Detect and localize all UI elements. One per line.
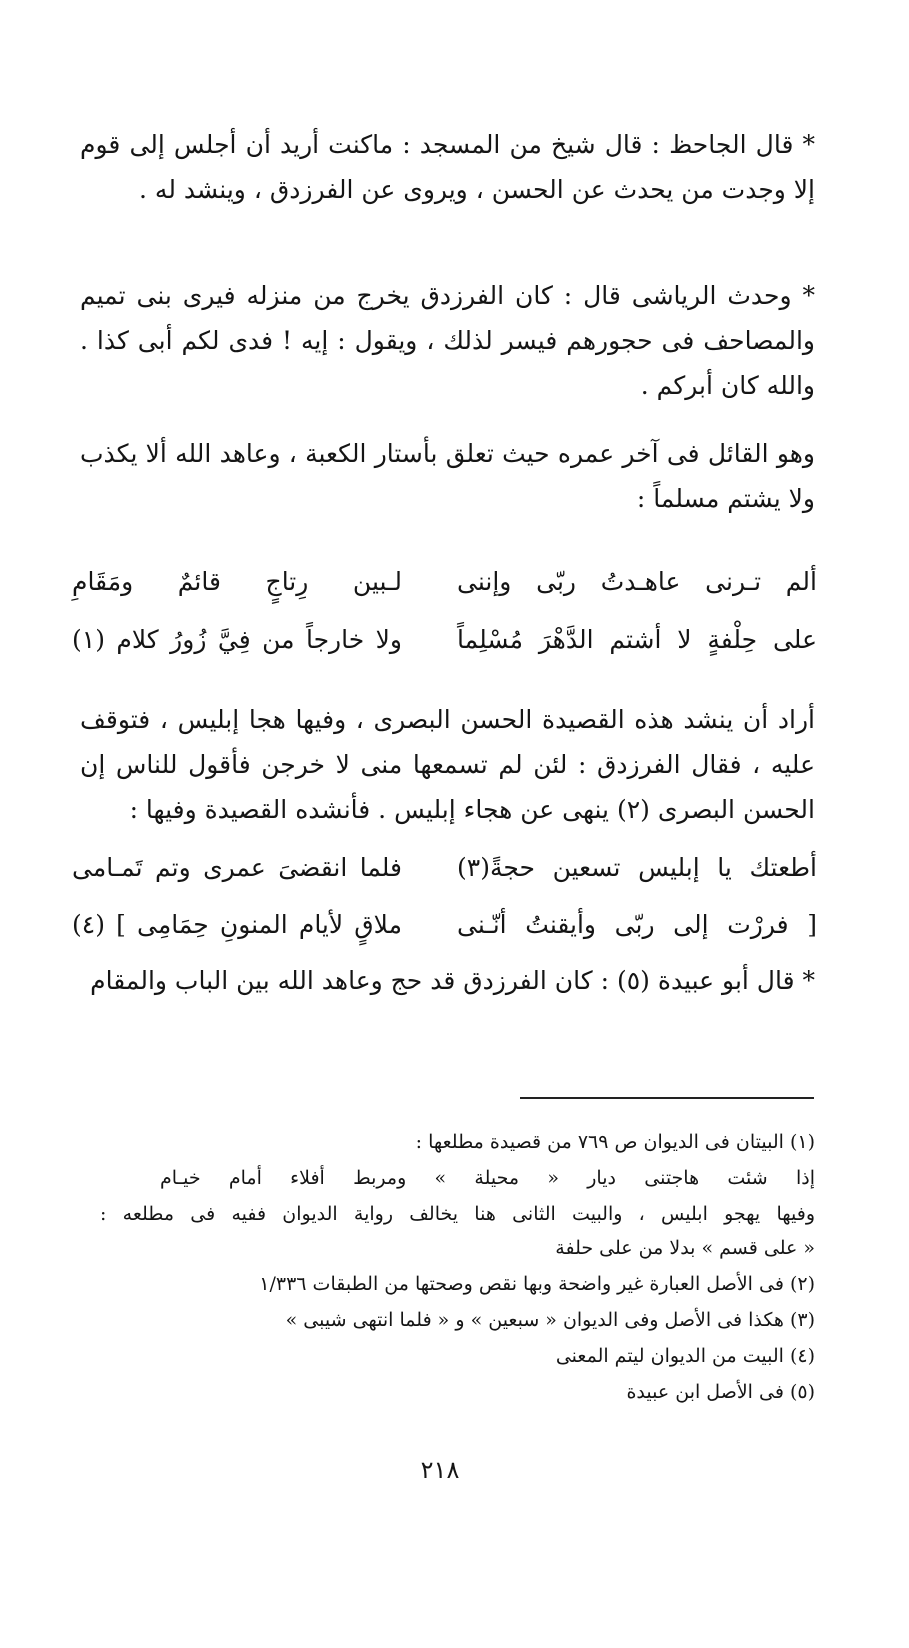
verse-2-second-hemistich: ولا خارجاً من فِيَّ زُورُ كلام (١) [72, 625, 402, 654]
verse-2-first-hemistich: على حِلْفةٍ لا أشتم الدَّهْرَ مُسْلِماً [457, 625, 817, 654]
footnote-1-continuation: وفيها يهجو ابليس ، والبيت الثانى هنا يخالف رواية الديوان ففيه فى مطلعه : [100, 1203, 815, 1225]
verse-4-first-hemistich: [ فررْت إلى ربّى وأيقنتُ أنّـنى [457, 910, 817, 939]
footnote-3: (٣) هكذا فى الأصل وفى الديوان « سبعين » و « فلما انتهى شيبى » [285, 1309, 815, 1331]
verse-3-first-hemistich: أطعتك يا إبليس تسعين حجةً(٣) [457, 853, 817, 882]
footnote-5: (٥) فى الأصل ابن عبيدة [626, 1381, 815, 1403]
paragraph-kaaba-oath: وهو القائل فى آخر عمره حيث تعلق بأستار الكعبة ، وعاهد الله ألا يكذب ولا يشتم مسلماً : [80, 439, 815, 513]
footnote-1-end: « على قسم » بدلا من على حلفة [555, 1237, 815, 1259]
page-number: ٢١٨ [420, 1456, 460, 1484]
verse-line-4 [72, 905, 817, 945]
footnote-1: (١) البيتان فى الديوان ص ٧٦٩ من قصيدة مطلعها : [415, 1131, 815, 1153]
footnote-1-verse: إذا شئت هاجتنى ديار « محيلة » ومربط أفلاء أمام خيـام [160, 1167, 815, 1189]
verse-3-second-hemistich: فلما انقضىَ عمرى وتم تَمـامى [72, 853, 402, 882]
footnote-4: (٤) البيت من الديوان ليتم المعنى [555, 1345, 815, 1367]
verse-4-second-hemistich: ملاقٍ لأيام المنونِ حِمَامِى ] (٤) [72, 910, 402, 939]
verse-line-2 [72, 620, 817, 660]
paragraph-hasan-basri: أراد أن ينشد هذه القصيدة الحسن البصرى ، وفيها هجا إبليس ، فتوقف عليه ، فقال الفرزدق : لئن لم تسمعها منى لا خرجن فأقول للناس إن الحسن البصرى (٢) ينهى عن هجاء إبليس . فأنشده القصيدة وفيها : [80, 705, 815, 824]
paragraph-riyashi: * وحدث الرياشى قال : كان الفرزدق يخرج من منزله فيرى بنى تميم والمصاحف فى حجورهم فيسر لذلك ، ويقول : إيه ! فدى لكم أبى كذا . والله كان أبركم . [80, 281, 815, 400]
verse-1-second-hemistich: لـبين رِتاجٍ قائمٌ ومَقَامِ [72, 567, 402, 596]
footnote-separator [520, 1097, 814, 1099]
verse-line-3 [72, 848, 817, 888]
verse-line-1 [72, 562, 817, 602]
footnote-2: (٢) فى الأصل العبارة غير واضحة وبها نقص وصحتها من الطبقات ١/٣٣٦ [259, 1273, 815, 1295]
paragraph-jahiz: * قال الجاحظ : قال شيخ من المسجد : ماكنت أريد أن أجلس إلى قوم إلا وجدت من يحدث عن الحسن ، ويروى عن الفرزدق ، وينشد له . [80, 130, 815, 204]
verse-1-first-hemistich: ألم تـرنى عاهـدتُ ربّى وإننى [457, 567, 817, 596]
paragraph-abu-ubaida: * قال أبو عبيدة (٥) : كان الفرزدق قد حج وعاهد الله بين الباب والمقام [90, 966, 815, 995]
